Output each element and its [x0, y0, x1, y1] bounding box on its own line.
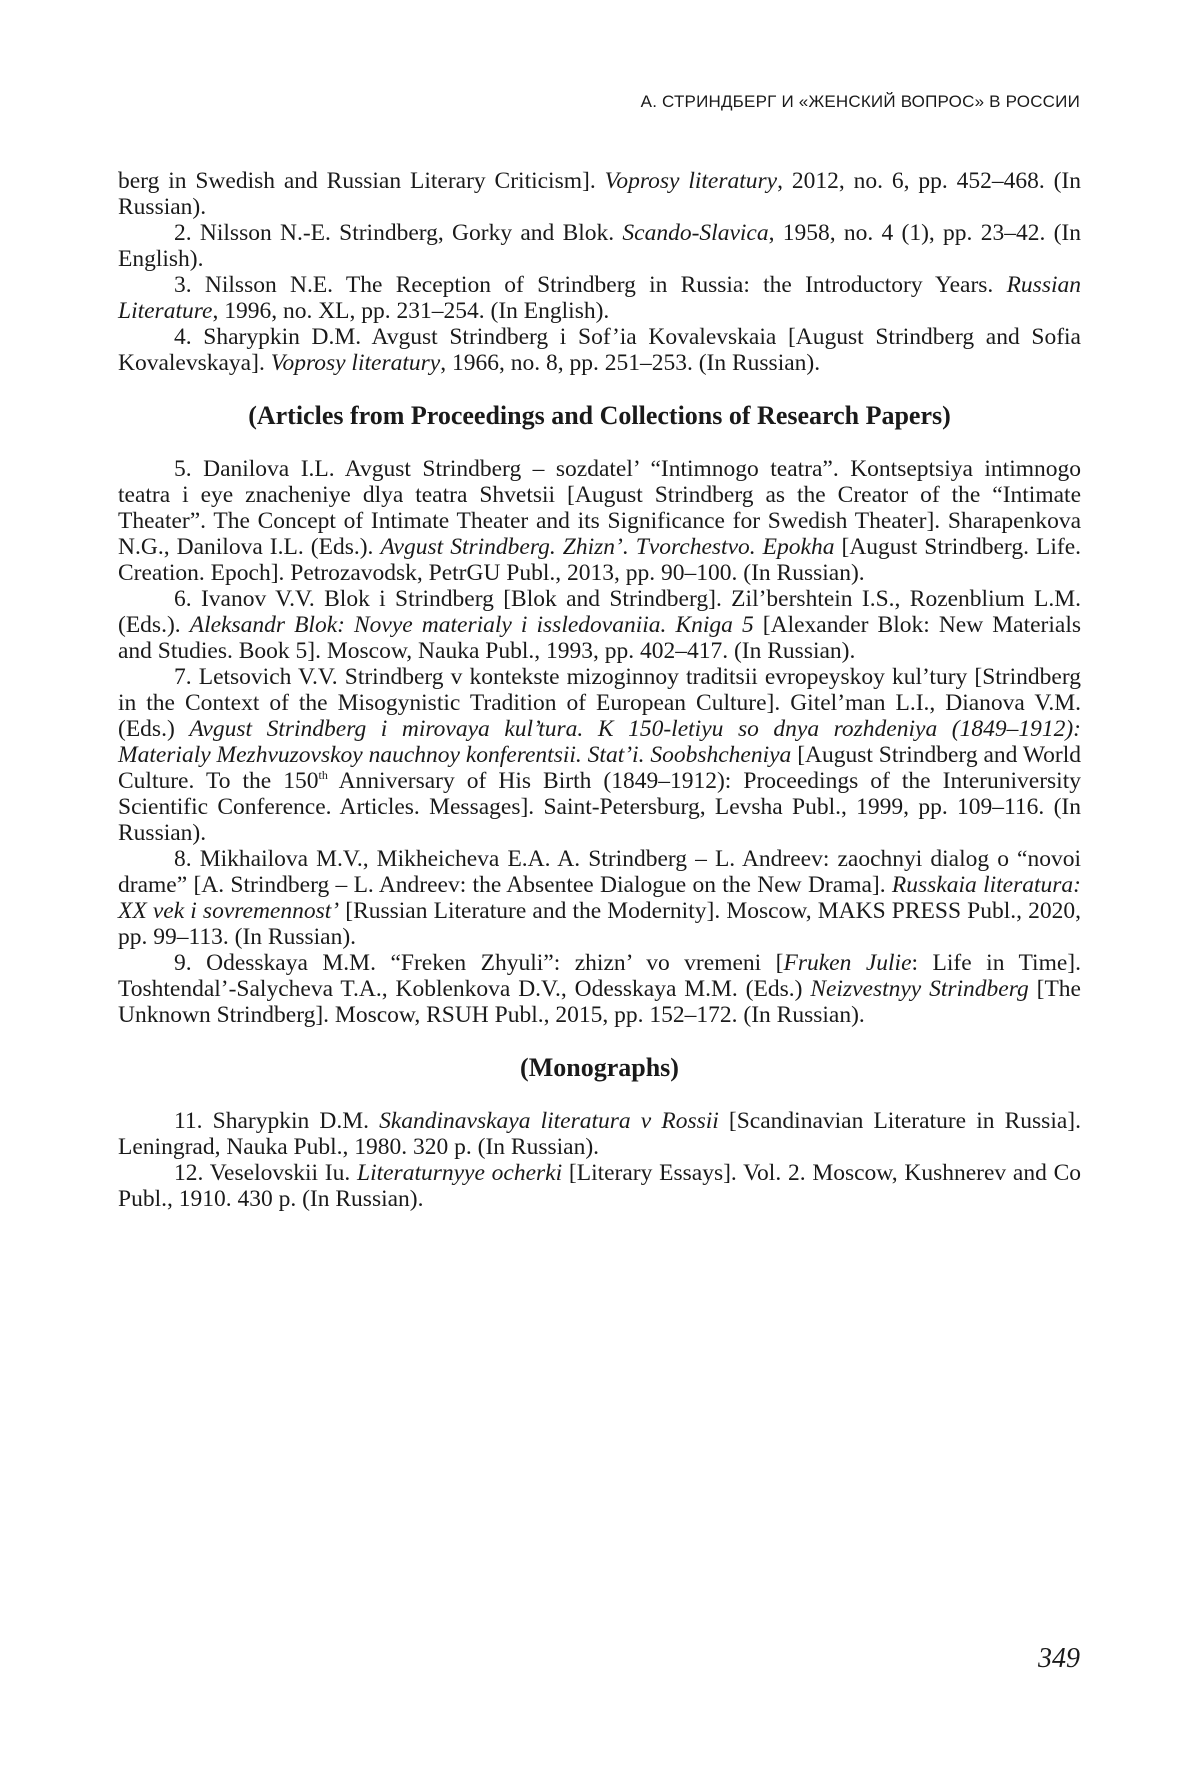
italic-title: Avgust Strindberg. Zhizn’. Tvorchestvo. Epokha — [380, 534, 834, 560]
italic-title: Voprosy literatury — [271, 350, 441, 376]
reference-text: [August Strindberg. Life. Creation. Epoch]. Petrozavodsk, PetrGU Publ., 2013, pp. 90–100. (In Russian). — [118, 534, 1081, 586]
page-number: 349 — [1038, 1643, 1080, 1675]
reference-entry — [118, 950, 1081, 1028]
reference-text: 9. Odesskaya M.M. “Freken Zhyuli”: zhizn’ vo vremeni [ — [174, 950, 784, 976]
reference-text: , 1996, no. XL, pp. 231–254. (In English). — [212, 298, 609, 324]
italic-title: Fruken Julie — [784, 950, 912, 976]
reference-text: [Scandinavian Literature in Russia]. Leningrad, Nauka Publ., 1980. 320 p. (In Russian). — [118, 1108, 1081, 1160]
reference-text: 12. Veselovskii Iu. — [174, 1160, 357, 1186]
reference-entry — [118, 272, 1081, 324]
italic-title: Aleksandr Blok: Novye materialy i issledovaniia. Kniga 5 — [190, 612, 754, 638]
reference-text: [Literary Essays]. Vol. 2. Moscow, Kushnerev and Co Publ., 1910. 430 p. (In Russian). — [118, 1160, 1081, 1212]
monograph-references — [118, 1108, 1081, 1212]
reference-entry — [118, 456, 1081, 586]
reference-text: 4. Sharypkin D.M. Avgust Strindberg i Sof’ia Kovalevskaia [August Strindberg and Sofia Kovalevskaya]. — [118, 324, 1081, 376]
proceedings-references — [118, 456, 1081, 1028]
reference-entry — [118, 1108, 1081, 1160]
italic-title: Skandinavskaya literatura v Rossii — [379, 1108, 719, 1134]
reference-text: 11. Sharypkin D.M. — [174, 1108, 379, 1134]
reference-text: 8. Mikhailova M.V., Mikheicheva E.A. A. Strindberg – L. Andreev: zaochnyi dialog o “novoi drame” [A. Strindberg – L. Andreev: the Absentee Dialogue on the New Drama]. — [118, 846, 1081, 898]
reference-text: [Alexander Blok: New Materials and Studies. Book 5]. Moscow, Nauka Publ., 1993, pp. 402–417. (In Russian). — [118, 612, 1081, 664]
reference-entry — [118, 1160, 1081, 1212]
reference-text: [Russian Literature and the Modernity]. Moscow, MAKS PRESS Publ., 2020, pp. 99–113. (In Russian). — [118, 898, 1081, 950]
italic-title: Literaturnyye ocherki — [357, 1160, 562, 1186]
section-heading-monographs: (Monographs) — [118, 1053, 1081, 1083]
reference-entry — [118, 168, 1081, 220]
reference-text: [The Unknown Strindberg]. Moscow, RSUH Publ., 2015, pp. 152–172. (In Russian). — [118, 976, 1081, 1028]
reference-text: , 1966, no. 8, pp. 251–253. (In Russian). — [440, 350, 820, 376]
reference-text: 3. Nilsson N.E. The Reception of Strindberg in Russia: the Introductory Years. — [174, 272, 1007, 298]
reference-entry — [118, 324, 1081, 376]
reference-text: Anniversary of His Birth (1849–1912): Proceedings of the Interuniversity Scientific Conference. Articles. Messages]. Saint-Petersburg, Levsha Publ., 1999, pp. 109–116. (In Russian). — [118, 768, 1081, 846]
italic-title: Voprosy literatury — [605, 168, 778, 194]
section-heading-proceedings: (Articles from Proceedings and Collections of Research Papers) — [118, 401, 1081, 431]
italic-title: Scando-Slavica — [622, 220, 768, 246]
reference-entry — [118, 220, 1081, 272]
reference-text: : Life in Time]. Toshtendal’-Salycheva T.A., Koblenkova D.V., Odesskaya M.M. (Eds.) — [118, 950, 1081, 1002]
reference-text: 7. Letsovich V.V. Strindberg v kontekste mizoginnoy traditsii evropeyskoy kul’tury [Strindberg in the Context of the Misogynistic Tradition of European Culture]. Gitel’man L.I., Dianova V.M. (Eds.) — [118, 664, 1081, 742]
italic-title: Neizvestnyy Strindberg — [810, 976, 1028, 1002]
reference-text: , 2012, no. 6, pp. 452–468. (In Russian). — [118, 168, 1081, 220]
reference-list — [118, 168, 1081, 1212]
reference-text: 5. Danilova I.L. Avgust Strindberg – sozdatel’ “Intimnogo teatra”. Kontseptsiya intimnogo teatra i eye znacheniye dlya teatra Shvetsii [August Strindberg as the Creator of the “Intimate Theater”. The Concept of Intimate Theater and its Significance for Swedish Theater]. Sharapenkova N.G., Danilova I.L. (Eds.). — [118, 456, 1081, 560]
running-head-title: А. СТРИНДБЕРГ И «ЖЕНСКИЙ ВОПРОС» В РОССИИ — [641, 92, 1080, 112]
reference-text: , 1958, no. 4 (1), pp. 23–42. (In English). — [118, 220, 1081, 272]
journal-references — [118, 168, 1081, 376]
reference-entry — [118, 846, 1081, 950]
reference-text: berg in Swedish and Russian Literary Criticism]. — [118, 168, 605, 194]
ordinal-superscript: th — [318, 768, 327, 782]
italic-title: Russkaia literatura: XX vek i sovremennost’ — [118, 872, 1081, 924]
italic-title: Avgust Strindberg i mirovaya kul’tura. K 150-letiyu so dnya rozhdeniya (1849–1912): Materialy Mezhvuzovskoy nauchnoy konferentsii. Stat’i. Soobshcheniya — [118, 716, 1081, 768]
reference-entry — [118, 586, 1081, 664]
reference-entry — [118, 664, 1081, 846]
reference-text: [August Strindberg and World Culture. To the 150 — [118, 742, 1081, 794]
reference-text: 6. Ivanov V.V. Blok i Strindberg [Blok and Strindberg]. Zil’bershtein I.S., Rozenblium L.M. (Eds.). — [118, 586, 1081, 638]
italic-title: Russian Literature — [118, 272, 1081, 324]
reference-text: 2. Nilsson N.-E. Strindberg, Gorky and Blok. — [174, 220, 622, 246]
